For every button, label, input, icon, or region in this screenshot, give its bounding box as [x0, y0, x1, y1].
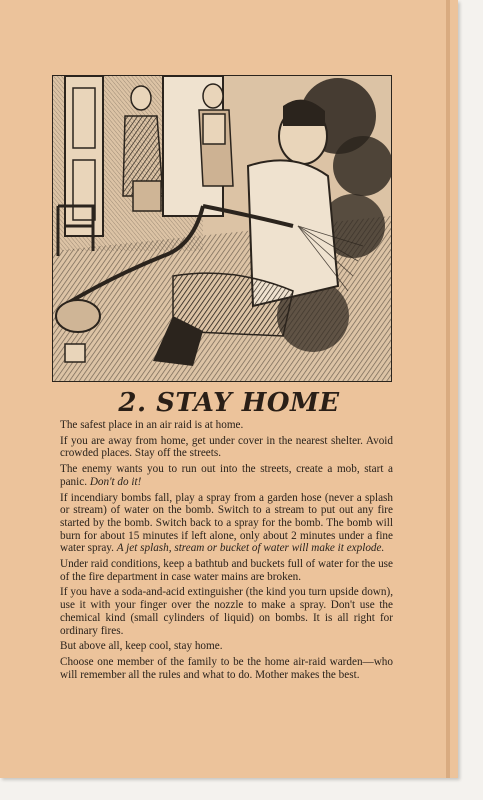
illustration-drawing [53, 76, 391, 381]
paragraph: If you are away from home, get under cover in the nearest shelter. Avoid crowded places. Stay off the streets. [60, 434, 393, 460]
emphasis-text: Don't do it! [89, 475, 142, 488]
paragraph: If you have a soda-and-acid extinguisher (the kind you turn upside down), use it with your finger over the nozzle to make a spray. Don't use the chemical kind (small cylinders of liquid) on bombs. It is all right for ordinary fires. [60, 586, 393, 637]
page-title: 2. STAY HOME [118, 388, 340, 418]
illustration [52, 75, 392, 382]
paragraph: Choose one member of the family to be the home air-raid warden—who will remember all the rules and what to do. Mother makes the best. [60, 655, 393, 681]
paragraph: The enemy wants you to run out into the streets, create a mob, start a panic. Don't do it! [60, 463, 393, 488]
paragraph: But above all, keep cool, stay home. [60, 640, 223, 653]
paragraph: The safest place in an air raid is at home. [60, 419, 244, 431]
body-text [60, 419, 393, 684]
emphasis-text: A jet splash, stream or bucket of water will make it explode. [116, 542, 385, 555]
paragraph: Under raid conditions, keep a bathtub and buckets full of water for the use of the fire department in case water mains are broken. [60, 558, 393, 583]
paragraph: If incendiary bombs fall, play a spray from a garden hose (never a splash or stream) of water on the bomb. Switch to a stream to put out any fire started by the bomb. Switch back to a spray for the bomb. The bomb will burn for about 15 minutes if left alone, only about 2 minutes under a fine water spray. A jet splash, stream or bucket of water will make it explode. [60, 491, 393, 555]
